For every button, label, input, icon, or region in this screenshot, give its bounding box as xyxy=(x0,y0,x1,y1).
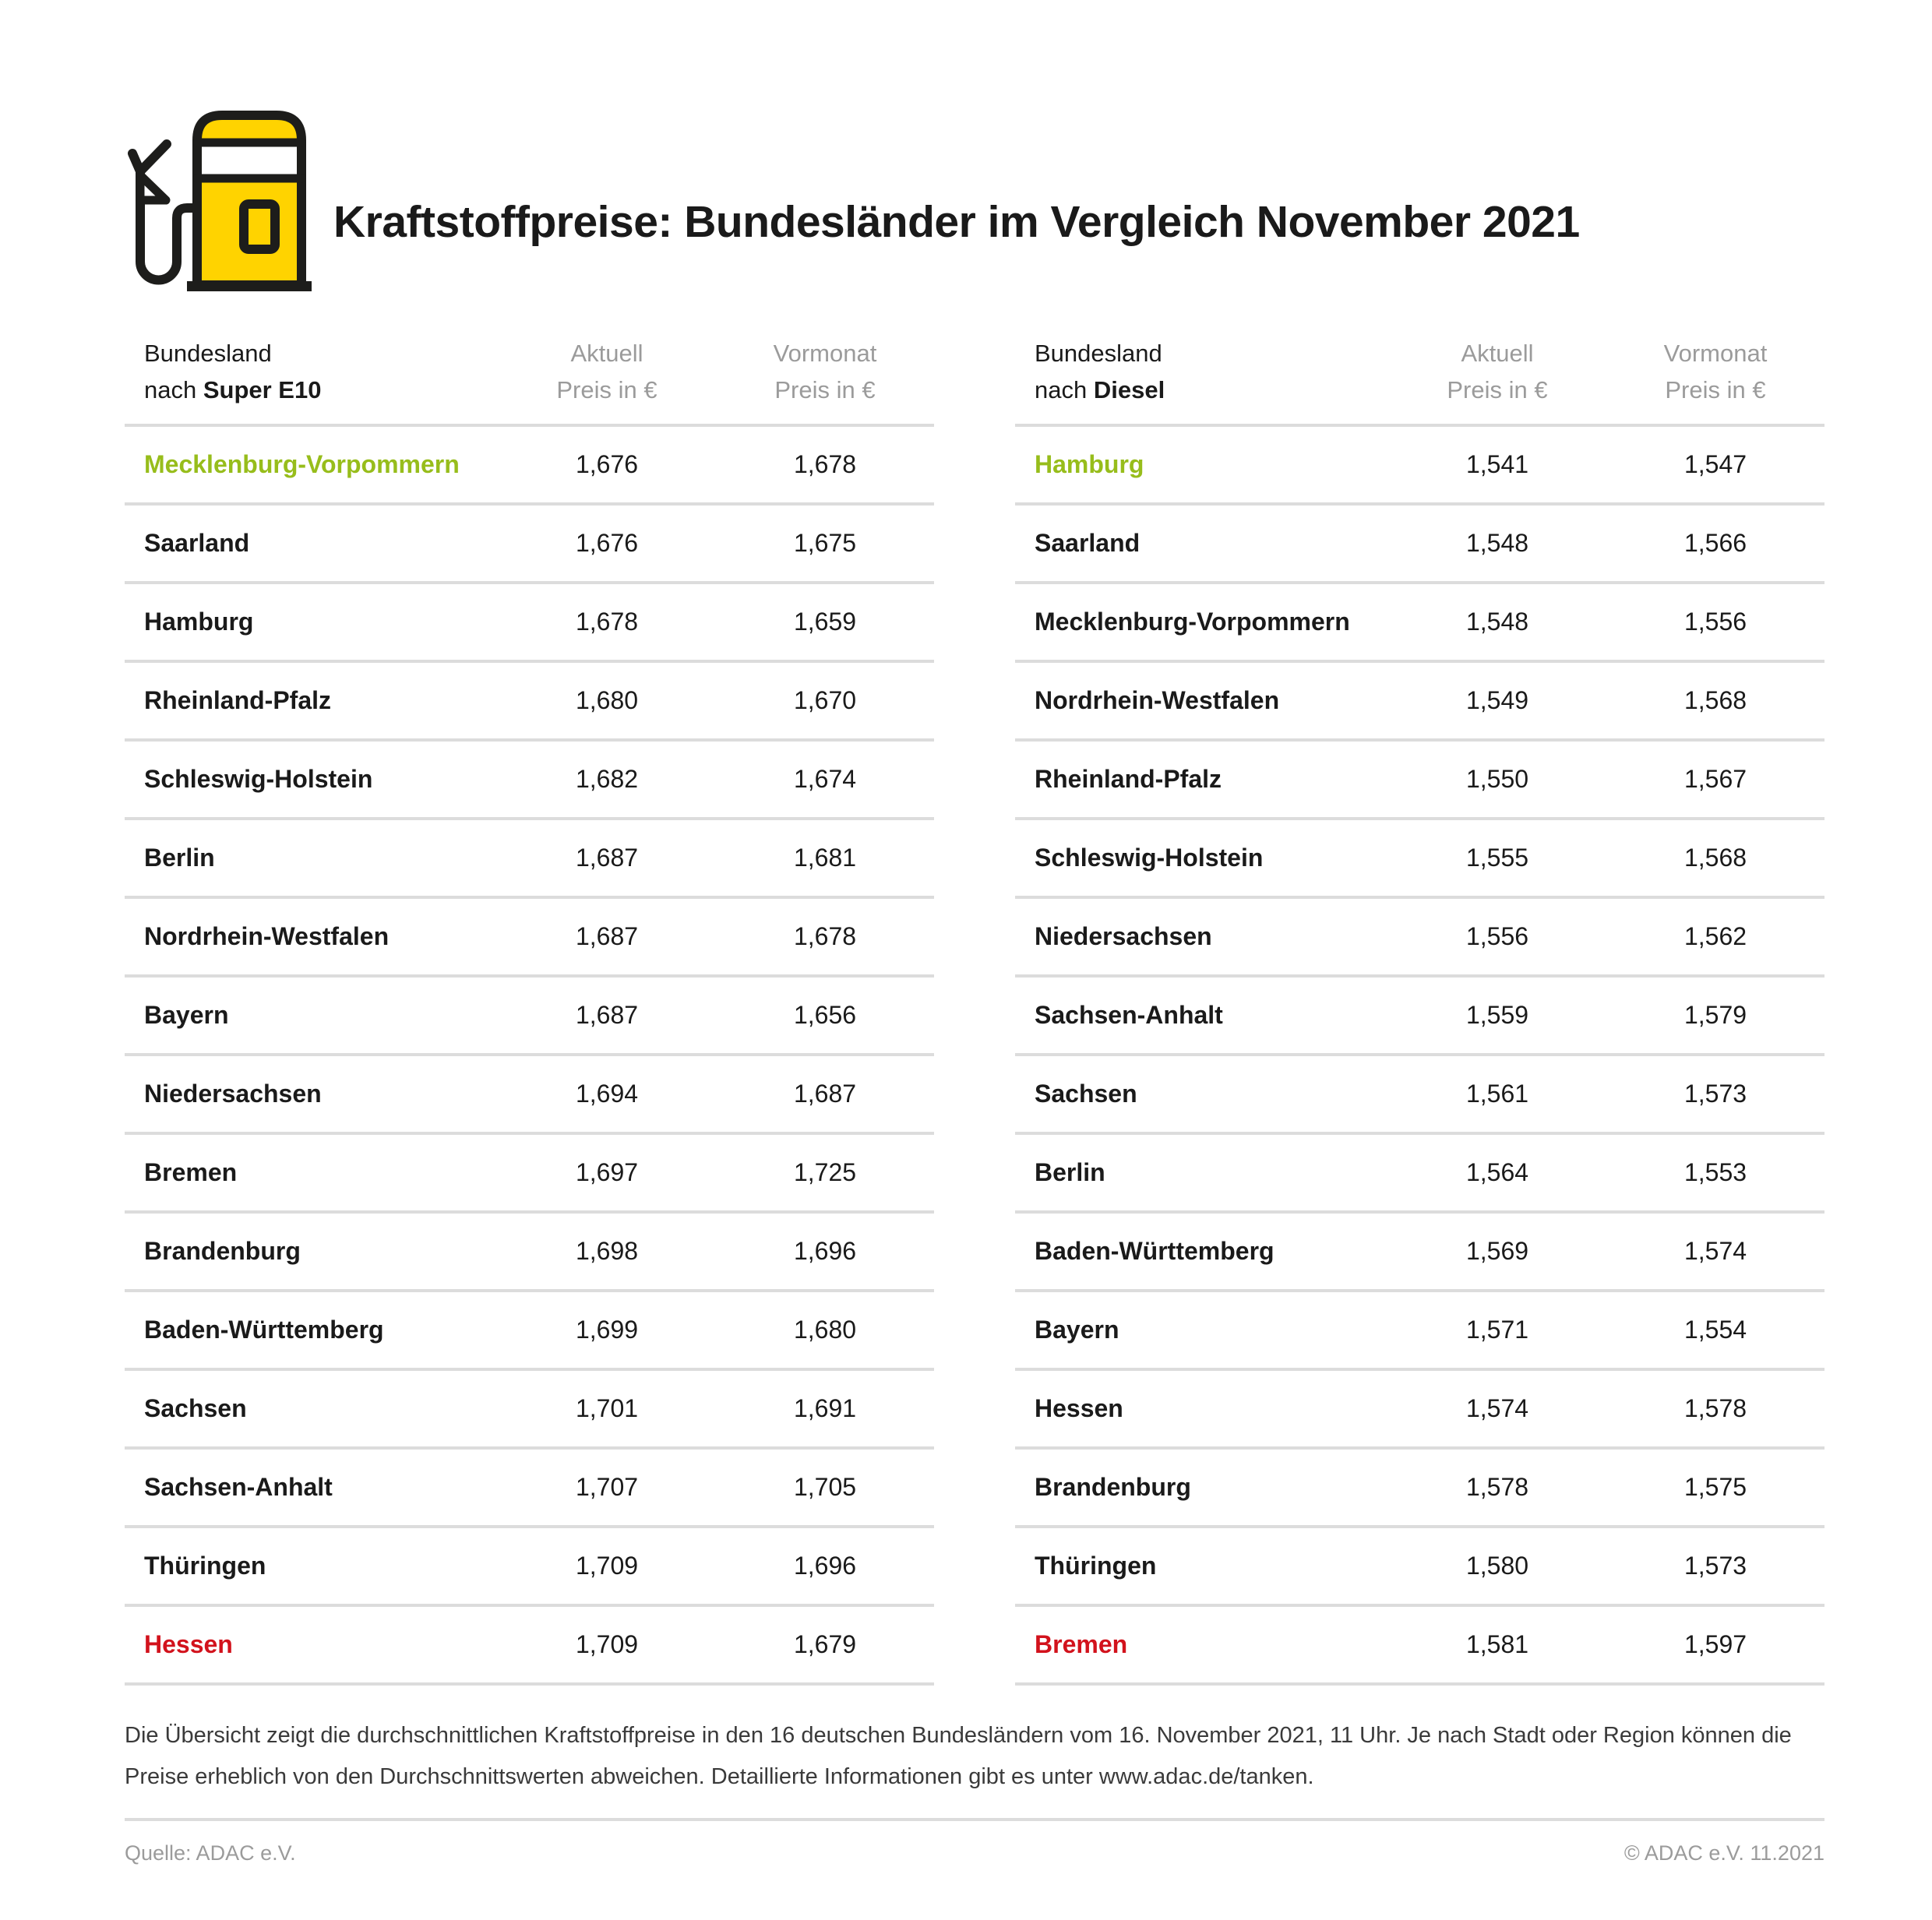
state-name: Sachsen xyxy=(144,1394,247,1422)
current-price: 1,709 xyxy=(575,1552,639,1580)
table-row xyxy=(1015,978,1824,1056)
footnote-line-1: Die Übersicht zeigt die durchschnittlichen Kraftstoffpreise in den 16 deutschen Bundesländern vom 16. November 2021, 11 Uhr. Je nach Stadt oder Region können die xyxy=(125,1723,1792,1748)
header-fuel-label: Diesel xyxy=(1093,376,1165,403)
pump-display-window xyxy=(244,204,275,249)
previous-price: 1,680 xyxy=(793,1316,857,1344)
table-row xyxy=(1015,584,1824,663)
table-row xyxy=(125,506,934,584)
header-bundesland-label: Bundesland xyxy=(1035,340,1162,367)
current-price: 1,550 xyxy=(1465,765,1529,793)
current-price: 1,687 xyxy=(575,922,639,950)
current-price: 1,682 xyxy=(575,765,639,793)
header-fuel-label: Super E10 xyxy=(203,376,322,403)
previous-price: 1,578 xyxy=(1683,1394,1747,1422)
column-header-vormonat: Vormonat Preis in € xyxy=(773,340,877,403)
pump-white-band xyxy=(202,145,297,176)
column-header-aktuell: Aktuell Preis in € xyxy=(556,340,658,403)
previous-price: 1,574 xyxy=(1683,1237,1747,1265)
header-fuel-line xyxy=(1035,372,1388,408)
header-fuel-line xyxy=(144,372,498,408)
previous-price: 1,573 xyxy=(1683,1080,1747,1108)
table-row xyxy=(125,1371,934,1450)
previous-price: 1,554 xyxy=(1683,1316,1747,1344)
state-name: Berlin xyxy=(1035,1158,1105,1186)
header-nach-label: nach xyxy=(1035,376,1094,403)
previous-price: 1,679 xyxy=(793,1630,857,1658)
previous-price: 1,566 xyxy=(1683,529,1747,557)
previous-price: 1,678 xyxy=(793,450,857,478)
state-name: Sachsen-Anhalt xyxy=(1035,1001,1223,1029)
current-price: 1,559 xyxy=(1465,1001,1529,1029)
state-name: Hamburg xyxy=(1035,450,1144,478)
state-name: Niedersachsen xyxy=(1035,922,1212,950)
bottom-bar xyxy=(125,1818,1824,1865)
current-price: 1,709 xyxy=(575,1630,639,1658)
current-price: 1,698 xyxy=(575,1237,639,1265)
previous-price: 1,725 xyxy=(793,1158,857,1186)
previous-price: 1,575 xyxy=(1683,1473,1747,1501)
source-label: Quelle: ADAC e.V. xyxy=(125,1841,296,1865)
table-row xyxy=(1015,820,1824,899)
previous-price: 1,568 xyxy=(1683,686,1747,714)
previous-price: 1,567 xyxy=(1683,765,1747,793)
previous-price: 1,562 xyxy=(1683,922,1747,950)
state-name: Hamburg xyxy=(144,608,254,636)
current-price: 1,555 xyxy=(1465,844,1529,872)
current-price: 1,578 xyxy=(1465,1473,1529,1501)
previous-price: 1,678 xyxy=(793,922,857,950)
masthead xyxy=(125,109,1824,296)
previous-price: 1,670 xyxy=(793,686,857,714)
table-row xyxy=(125,820,934,899)
state-name: Brandenburg xyxy=(1035,1473,1191,1501)
table-row xyxy=(1015,742,1824,820)
copyright-label: © ADAC e.V. 11.2021 xyxy=(1624,1841,1824,1865)
header-bundesland-label: Bundesland xyxy=(144,340,272,367)
current-price: 1,687 xyxy=(575,844,639,872)
previous-price: 1,659 xyxy=(793,608,857,636)
previous-price: 1,656 xyxy=(793,1001,857,1029)
state-name: Thüringen xyxy=(144,1552,266,1580)
state-name: Berlin xyxy=(144,844,215,872)
pump-nozzle-handle xyxy=(132,144,167,171)
state-name: Schleswig-Holstein xyxy=(1035,844,1264,872)
previous-price: 1,696 xyxy=(793,1552,857,1580)
table-body-diesel xyxy=(1015,427,1824,1686)
previous-price: 1,687 xyxy=(793,1080,857,1108)
state-name: Niedersachsen xyxy=(144,1080,322,1108)
previous-price: 1,675 xyxy=(793,529,857,557)
previous-price: 1,681 xyxy=(793,844,857,872)
previous-price: 1,568 xyxy=(1683,844,1747,872)
table-row xyxy=(125,1056,934,1135)
table-row xyxy=(125,742,934,820)
previous-price: 1,553 xyxy=(1683,1158,1747,1186)
table-header-super-e10 xyxy=(125,335,934,427)
state-name: Saarland xyxy=(1035,529,1141,557)
state-name: Bayern xyxy=(144,1001,229,1029)
previous-price: 1,547 xyxy=(1683,450,1747,478)
state-name: Bremen xyxy=(1035,1630,1128,1658)
column-header-bundesland xyxy=(125,335,498,408)
previous-price: 1,705 xyxy=(793,1473,857,1501)
current-price: 1,569 xyxy=(1465,1237,1529,1265)
state-name: Saarland xyxy=(144,529,250,557)
table-row xyxy=(1015,899,1824,978)
previous-price: 1,597 xyxy=(1683,1630,1747,1658)
current-price: 1,561 xyxy=(1465,1080,1529,1108)
current-price: 1,581 xyxy=(1465,1630,1529,1658)
table-row xyxy=(1015,1292,1824,1371)
table-row xyxy=(1015,1450,1824,1528)
table-row xyxy=(1015,427,1824,506)
column-header-vormonat: Vormonat Preis in € xyxy=(1663,340,1768,403)
state-name: Bayern xyxy=(1035,1316,1119,1344)
table-row xyxy=(125,1135,934,1214)
previous-price: 1,556 xyxy=(1683,608,1747,636)
state-name: Schleswig-Holstein xyxy=(144,765,373,793)
column-header-bundesland xyxy=(1015,335,1388,408)
state-name: Nordrhein-Westfalen xyxy=(144,922,390,950)
column-header-aktuell: Aktuell Preis in € xyxy=(1447,340,1548,403)
tables-container xyxy=(125,335,1824,1686)
state-name: Rheinland-Pfalz xyxy=(1035,765,1222,793)
current-price: 1,699 xyxy=(575,1316,639,1344)
state-name: Hessen xyxy=(144,1630,233,1658)
pump-nozzle-grip xyxy=(140,175,166,200)
table-super-e10 xyxy=(125,335,934,1686)
current-price: 1,694 xyxy=(575,1080,639,1108)
state-name: Bremen xyxy=(144,1158,238,1186)
state-name: Baden-Württemberg xyxy=(144,1316,384,1344)
current-price: 1,676 xyxy=(575,529,639,557)
table-row xyxy=(125,1528,934,1607)
current-price: 1,687 xyxy=(575,1001,639,1029)
current-price: 1,676 xyxy=(575,450,639,478)
table-row xyxy=(1015,1135,1824,1214)
table-row xyxy=(125,1450,934,1528)
table-row xyxy=(1015,1056,1824,1135)
state-name: Baden-Württemberg xyxy=(1035,1237,1274,1265)
current-price: 1,574 xyxy=(1465,1394,1529,1422)
table-row xyxy=(1015,1214,1824,1292)
current-price: 1,701 xyxy=(575,1394,639,1422)
state-name: Hessen xyxy=(1035,1394,1123,1422)
footnote-line-2: Preise erheblich von den Durchschnittswerten abweichen. Detaillierte Informationen gibt es unter www.adac.de/tanken. xyxy=(125,1764,1314,1789)
table-header-diesel xyxy=(1015,335,1824,427)
footnote xyxy=(125,1715,1824,1798)
current-price: 1,549 xyxy=(1465,686,1529,714)
table-row xyxy=(125,663,934,742)
current-price: 1,678 xyxy=(575,608,639,636)
current-price: 1,564 xyxy=(1465,1158,1529,1186)
table-row xyxy=(125,978,934,1056)
state-name: Thüringen xyxy=(1035,1552,1157,1580)
current-price: 1,580 xyxy=(1465,1552,1529,1580)
previous-price: 1,696 xyxy=(793,1237,857,1265)
state-name: Nordrhein-Westfalen xyxy=(1035,686,1280,714)
table-body-super-e10 xyxy=(125,427,934,1686)
previous-price: 1,691 xyxy=(793,1394,857,1422)
current-price: 1,707 xyxy=(575,1473,639,1501)
table-row xyxy=(125,1292,934,1371)
header-nach-label: nach xyxy=(144,376,203,403)
current-price: 1,548 xyxy=(1465,608,1529,636)
state-name: Mecklenburg-Vorpommern xyxy=(1035,608,1350,636)
state-name: Brandenburg xyxy=(144,1237,301,1265)
previous-price: 1,573 xyxy=(1683,1552,1747,1580)
previous-price: 1,579 xyxy=(1683,1001,1747,1029)
state-name: Sachsen-Anhalt xyxy=(144,1473,333,1501)
table-row xyxy=(1015,1371,1824,1450)
state-name: Sachsen xyxy=(1035,1080,1137,1108)
previous-price: 1,674 xyxy=(793,765,857,793)
state-name: Mecklenburg-Vorpommern xyxy=(144,450,460,478)
state-name: Rheinland-Pfalz xyxy=(144,686,332,714)
table-row xyxy=(125,1607,934,1686)
table-diesel xyxy=(1015,335,1824,1686)
current-price: 1,680 xyxy=(575,686,639,714)
current-price: 1,556 xyxy=(1465,922,1529,950)
current-price: 1,548 xyxy=(1465,529,1529,557)
table-row xyxy=(125,427,934,506)
table-row xyxy=(1015,663,1824,742)
page-title: Kraftstoffpreise: Bundesländer im Vergleich November 2021 xyxy=(333,197,1580,247)
table-row xyxy=(1015,1528,1824,1607)
fuel-pump-icon xyxy=(125,109,312,296)
current-price: 1,697 xyxy=(575,1158,639,1186)
current-price: 1,571 xyxy=(1465,1316,1529,1344)
table-row xyxy=(125,899,934,978)
table-row xyxy=(125,1214,934,1292)
table-row xyxy=(1015,506,1824,584)
table-row xyxy=(1015,1607,1824,1686)
table-row xyxy=(125,584,934,663)
pump-base xyxy=(187,281,312,291)
current-price: 1,541 xyxy=(1465,450,1529,478)
